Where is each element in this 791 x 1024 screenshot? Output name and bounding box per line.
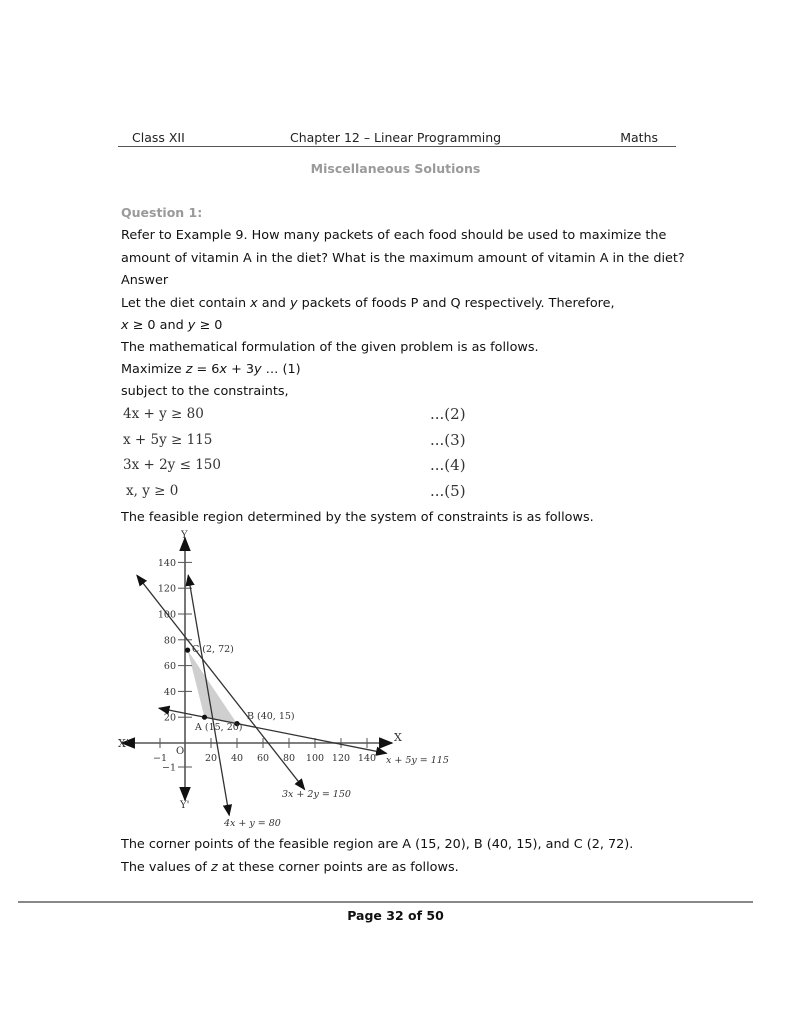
constraint-line-label: x + 5y = 115 xyxy=(386,755,449,766)
constraint-line xyxy=(188,575,229,815)
section-title: Miscellaneous Solutions xyxy=(310,161,481,176)
text: at these corner points are as follows. xyxy=(217,860,459,875)
constraint-3: x + 5y ≥ 115 xyxy=(123,432,213,448)
text: packets of foods P and Q respectively. Therefore, xyxy=(297,296,615,311)
y-tick-label: 20 xyxy=(163,712,176,724)
y-tick-label: 100 xyxy=(157,609,176,621)
x-tick-label: 60 xyxy=(256,753,270,764)
var-x: x xyxy=(219,362,227,377)
var-y: y xyxy=(254,362,262,377)
y-tick-label: 140 xyxy=(157,557,176,569)
y-tick-label: 120 xyxy=(157,583,176,595)
answer-intro xyxy=(121,296,615,311)
origin-label: O xyxy=(176,746,185,757)
text: = 6 xyxy=(192,362,220,377)
header-class: Class XII xyxy=(132,130,185,145)
var-x: x xyxy=(250,296,258,311)
header-rule xyxy=(118,146,676,147)
constraint-3-number: ...(3) xyxy=(430,431,466,449)
corner-points-text: The corner points of the feasible region are A (15, 20), B (40, 15), and C (2, 72). xyxy=(121,837,634,852)
feasible-region-graph xyxy=(110,525,460,835)
x-tick-label: 100 xyxy=(305,753,325,764)
text: Maximize xyxy=(121,362,186,377)
objective-function xyxy=(121,362,301,377)
text: + 3 xyxy=(227,362,254,377)
var-y: y xyxy=(187,318,196,333)
text: ≥ 0 and xyxy=(128,318,188,333)
corner-point-label: A (15, 20) xyxy=(195,722,243,733)
constraint-line-label: 3x + 2y = 150 xyxy=(282,789,351,800)
header-subject: Maths xyxy=(620,130,658,145)
corner-point xyxy=(202,715,207,720)
var-z: z xyxy=(210,860,218,875)
x-axis-label: X xyxy=(394,731,402,744)
corner-point-label: B (40, 15) xyxy=(247,711,295,722)
x-neg-axis-label: X' xyxy=(118,737,129,750)
text: … (1) xyxy=(261,362,301,377)
header-chapter: Chapter 12 – Linear Programming xyxy=(290,130,502,145)
y-neg-axis-label: Y' xyxy=(180,800,190,811)
constraint-5: x, y ≥ 0 xyxy=(126,483,179,499)
var-y: y xyxy=(289,296,298,311)
x-tick-label: 120 xyxy=(331,753,351,764)
feasible-intro: The feasible region determined by the system of constraints is as follows. xyxy=(121,510,594,525)
constraint-line-label: 4x + y = 80 xyxy=(224,818,281,829)
question-label: Question 1: xyxy=(121,205,203,220)
constraint-4: 3x + 2y ≤ 150 xyxy=(123,457,221,473)
y-tick-label: 60 xyxy=(163,661,176,673)
constraint-4-number: ...(4) xyxy=(430,456,466,474)
constraint-5-number: ...(5) xyxy=(430,482,466,500)
z-values-intro xyxy=(121,860,459,875)
nonnegativity xyxy=(121,318,222,333)
var-x: x xyxy=(121,318,129,333)
formulation-text: The mathematical formulation of the given problem is as follows. xyxy=(121,340,539,355)
corner-point xyxy=(185,648,190,653)
question-text-line2: amount of vitamin A in the diet? What is the maximum amount of vitamin A in the diet? xyxy=(121,251,685,266)
text: Let the diet contain xyxy=(121,296,251,311)
x-tick-label: −1 xyxy=(152,753,168,764)
page-number: Page 32 of 50 xyxy=(347,908,444,923)
constraint-2: 4x + y ≥ 80 xyxy=(123,406,204,422)
graph-labels xyxy=(118,530,449,829)
text: and xyxy=(257,296,290,311)
y-axis-label: Y xyxy=(181,530,188,541)
text: ≥ 0 xyxy=(195,318,223,333)
answer-label: Answer xyxy=(121,273,169,288)
x-tick-label: 20 xyxy=(204,753,218,764)
x-tick-label: 140 xyxy=(357,753,377,764)
var-z: z xyxy=(185,362,193,377)
y-tick-label: −1 xyxy=(161,762,176,774)
y-tick-label: 80 xyxy=(163,635,176,647)
question-text-line1: Refer to Example 9. How many packets of each food should be used to maximize the xyxy=(121,228,667,243)
x-tick-label: 80 xyxy=(282,753,296,764)
text: The values of xyxy=(121,860,211,875)
ticks xyxy=(153,558,376,774)
page-header xyxy=(118,130,676,146)
corner-point-label: C (2, 72) xyxy=(192,644,234,655)
constraint-2-number: ...(2) xyxy=(430,405,466,423)
x-tick-label: 40 xyxy=(230,753,244,764)
footer-rule xyxy=(18,901,753,903)
y-tick-label: 40 xyxy=(163,686,176,698)
subject-to-text: subject to the constraints, xyxy=(121,384,289,399)
